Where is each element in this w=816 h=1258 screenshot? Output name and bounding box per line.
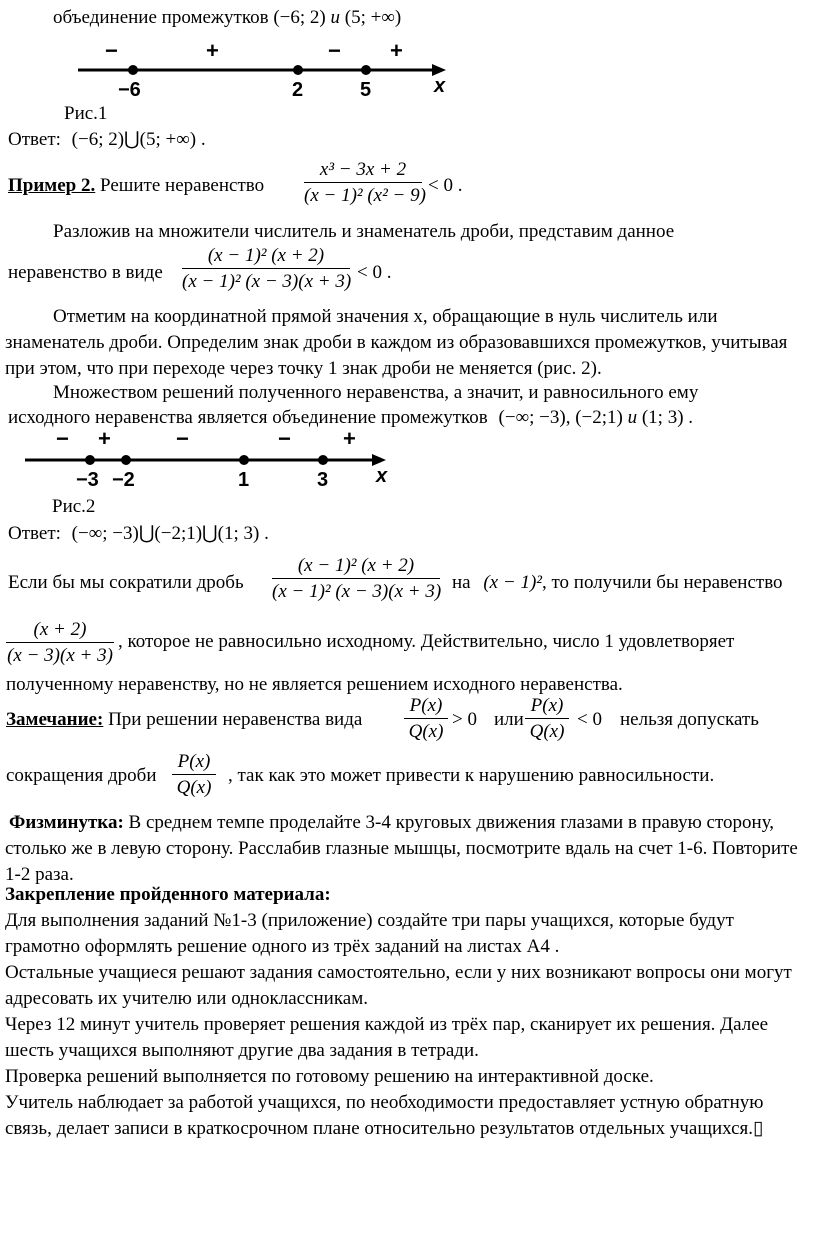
p-over-q-fraction: P(x) Q(x): [525, 696, 569, 741]
consolidation-title: Закрепление пройденного материала:: [5, 884, 331, 905]
fizminutka-title: Физминутка:: [9, 812, 124, 833]
answer-value: (−6; 2)⋃(5; +∞) .: [71, 129, 206, 150]
fizminutka: [5, 810, 813, 888]
note-line: Замечание: При решении неравенства вида: [6, 709, 363, 730]
example2-fraction: x³ − 3x + 2 (x − 1)² (x² − 9): [304, 159, 426, 206]
point-3: [239, 455, 249, 465]
intro-text: объединение промежутков: [53, 7, 269, 28]
example2-line: [8, 176, 264, 195]
paragraph-5: , которое не равносильно исходному. Действительно, число 1 удовлетворяет: [118, 631, 735, 652]
point-label: −2: [112, 469, 135, 491]
answer-value: (−∞; −3)⋃(−2;1)⋃(1; 3) .: [71, 523, 269, 544]
point-2: [121, 455, 131, 465]
answer-label: Ответ:: [8, 523, 61, 544]
axis-label: x: [376, 465, 388, 487]
example-text: Решите неравенство: [100, 175, 265, 196]
factored-fraction: (x − 1)² (x + 2) (x − 1)² (x − 3)(x + 3): [182, 245, 352, 292]
consolidation-line: Для выполнения заданий №1-3 (приложение) создайте три пары учащихся, которые будут грамотно оформлять решение одного из трёх заданий на листах А4 .: [5, 910, 734, 957]
example-title: Пример 2.: [8, 175, 96, 196]
point-1: [128, 65, 138, 75]
point-label: −6: [118, 79, 141, 101]
reduced-fraction: (x − 1)² (x + 2) (x − 1)² (x − 3)(x + 3): [272, 555, 442, 602]
interval-math: (−6; 2): [273, 7, 331, 28]
point-label: 5: [360, 79, 372, 101]
consolidation-line: Остальные учащиеся решают задания самостоятельно, если у них возникают вопросы они могут адресовать их учителю или одноклассникам.: [5, 962, 792, 1009]
paragraph-3-line2: исходного неравенства является объединение промежутков (−∞; −3), (−2;1) и (1; 3) .: [8, 407, 694, 428]
point-label: −3: [76, 469, 99, 491]
sign-label: +: [343, 430, 356, 451]
p-over-q-fraction: P(x) Q(x): [404, 696, 448, 741]
inequality-tail: < 0 .: [357, 262, 392, 283]
paragraph-1-line2: неравенство в виде: [8, 262, 163, 283]
document-page: объединение промежутков (−6; 2) и (5; +∞) − + − + −6 2 5 x Рис.1 Ответ: (−6; 2)⋃(5; +∞) . Пример 2. Решите неравенство x³ − 3x + 2 (x − 1)² (x² − 9) < 0 . Разложив на множители числитель и знаменатель дроби, представим данное неравенство в виде (x − 1)² (x + 2) (x − 1)² (x − 3)(x + 3) < 0 . Отметим на координатной прямой значения x, обращающие в нуль числитель или знаменатель дроби. Определим знак дроби в каждом из образовавшихся промежутков, учитывая при этом, что при переходе через точку 1 знак дроби не меняется (рис. 2). Множеством решений полученного неравенства, а значит, и равносильного ему исходного неравенства является объединение промежутков (−∞; −3), (−2;1) и (1; 3) . − + − − + −3 −2 1 3 x Рис.2 Ответ: (−∞; −3)⋃(−2;1)⋃(1; 3) . Если бы мы сократили дробь (x − 1)² (x + 2) (x − 1)² (x − 3)(x + 3) на (x − 1)², то получили бы неравенство (x + 2) (x − 3)(x + 3) , которое не равносильно исходному. Действительно, число 1 удовлетворяет полученному неравенству, но не является решением исходного неравенства. Замечание: При решении неравенства вида P(x) Q(x) > 0 или P(x) Q(x) < 0 нельзя допускать сокращения дроби P(x) Q(x) , так как это может привести к нарушению равносильности. Физминутка: В среднем темпе проделайте 3-4 круговых движения глазами в правую сторону, столько же в левую сторону. Расслабив глазные мышцы, посмотрите вдаль на счет 1-6. Повторите 1-2 раза. Закрепление пройденного материала: Для выполнения заданий №1-3 (приложение) создайте три пары учащихся, которые будут грамотно оформлять решение одного из трёх заданий на листах А4 . Остальные учащиеся решают задания самостоятельно, если у них возникают вопросы они могут адресовать их учителю или одноклассникам. Через 12 минут учитель проверяет решения каждой из трёх пар, сканирует их решения. Далее шесть учащихся выполняют другие два задания в тетради. Проверка решений выполняется по готовому решению на интерактивной доске. Учитель наблюдает за работой учащихся, по необходимости предоставляет устную обратную связь, делает записи в краткосрочном плане относительно результатов отдельных учащихся.▯: [0, 0, 816, 1258]
sign-label: −: [56, 430, 69, 451]
fizminutka-text: В среднем темпе проделайте 3-4 круговых движения глазами в правую сторону, столько же в левую сторону. Расслабив глазные мышцы, посмотрите вдаль на счет 1-6. Повторите 1-2 раза.: [5, 812, 798, 885]
note-line-2: сокращения дроби: [6, 765, 157, 786]
interval-math-2: (5; +∞): [340, 7, 402, 28]
inequality-tail: < 0 .: [428, 175, 463, 196]
point-1: [85, 455, 95, 465]
paragraph-4-tail: на (x − 1)², то получили бы неравенство: [452, 572, 783, 593]
answer-2: [8, 524, 269, 543]
paragraph-4: Если бы мы сократили дробь: [8, 572, 244, 593]
sign-label: −: [278, 430, 291, 451]
fig2-caption: Рис.2: [52, 496, 96, 517]
paragraph-2: Отметим на координатной прямой значения x, обращающие в нуль числитель или знаменатель дроби. Определим знак дроби в каждом из образовавшихся промежутков, учитывая при этом, что при переходе через точку 1 знак дроби не меняется (рис. 2).: [5, 306, 788, 379]
simplified-fraction: (x + 2) (x − 3)(x + 3): [7, 619, 113, 666]
paragraph-3: Множеством решений полученного неравенства, а значит, и равносильного ему: [53, 382, 699, 403]
sign-label: −: [176, 430, 189, 451]
paragraph-5-line2: полученному неравенству, но не является решением исходного неравенства.: [6, 674, 623, 695]
point-4: [318, 455, 328, 465]
sign-label: +: [206, 40, 219, 63]
sign-label: +: [98, 430, 111, 451]
sign-label: +: [390, 40, 403, 63]
paragraph-1: Разложив на множители числитель и знаменатель дроби, представим данное: [53, 221, 675, 242]
consolidation-line: Через 12 минут учитель проверяет решения каждой из трёх пар, сканирует их решения. Далее шесть учащихся выполняют другие два задания в тетради.: [5, 1014, 769, 1061]
point-2: [293, 65, 303, 75]
axis-label: x: [434, 75, 446, 97]
sign-label: −: [328, 40, 341, 63]
point-label: 1: [238, 469, 250, 491]
note-title: Замечание:: [6, 709, 104, 730]
sign-label: −: [105, 40, 118, 63]
point-label: 3: [317, 469, 329, 491]
p-over-q-fraction: P(x) Q(x): [172, 752, 216, 797]
point-label: 2: [292, 79, 304, 101]
number-line-fig2: [0, 430, 816, 510]
fig1-caption: Рис.1: [64, 103, 108, 124]
answer-label: Ответ:: [8, 129, 61, 150]
consolidation-section: [5, 882, 813, 1142]
intro-line: [53, 8, 401, 27]
answer-1: [8, 130, 206, 149]
consolidation-line: Проверка решений выполняется по готовому решению на интерактивной доске.: [5, 1066, 654, 1087]
and-word: и: [330, 7, 340, 28]
consolidation-line: Учитель наблюдает за работой учащихся, по необходимости предоставляет устную обратную связь, делает записи в краткосрочном плане относительно результатов отдельных учащихся.▯: [5, 1092, 764, 1139]
point-3: [361, 65, 371, 75]
